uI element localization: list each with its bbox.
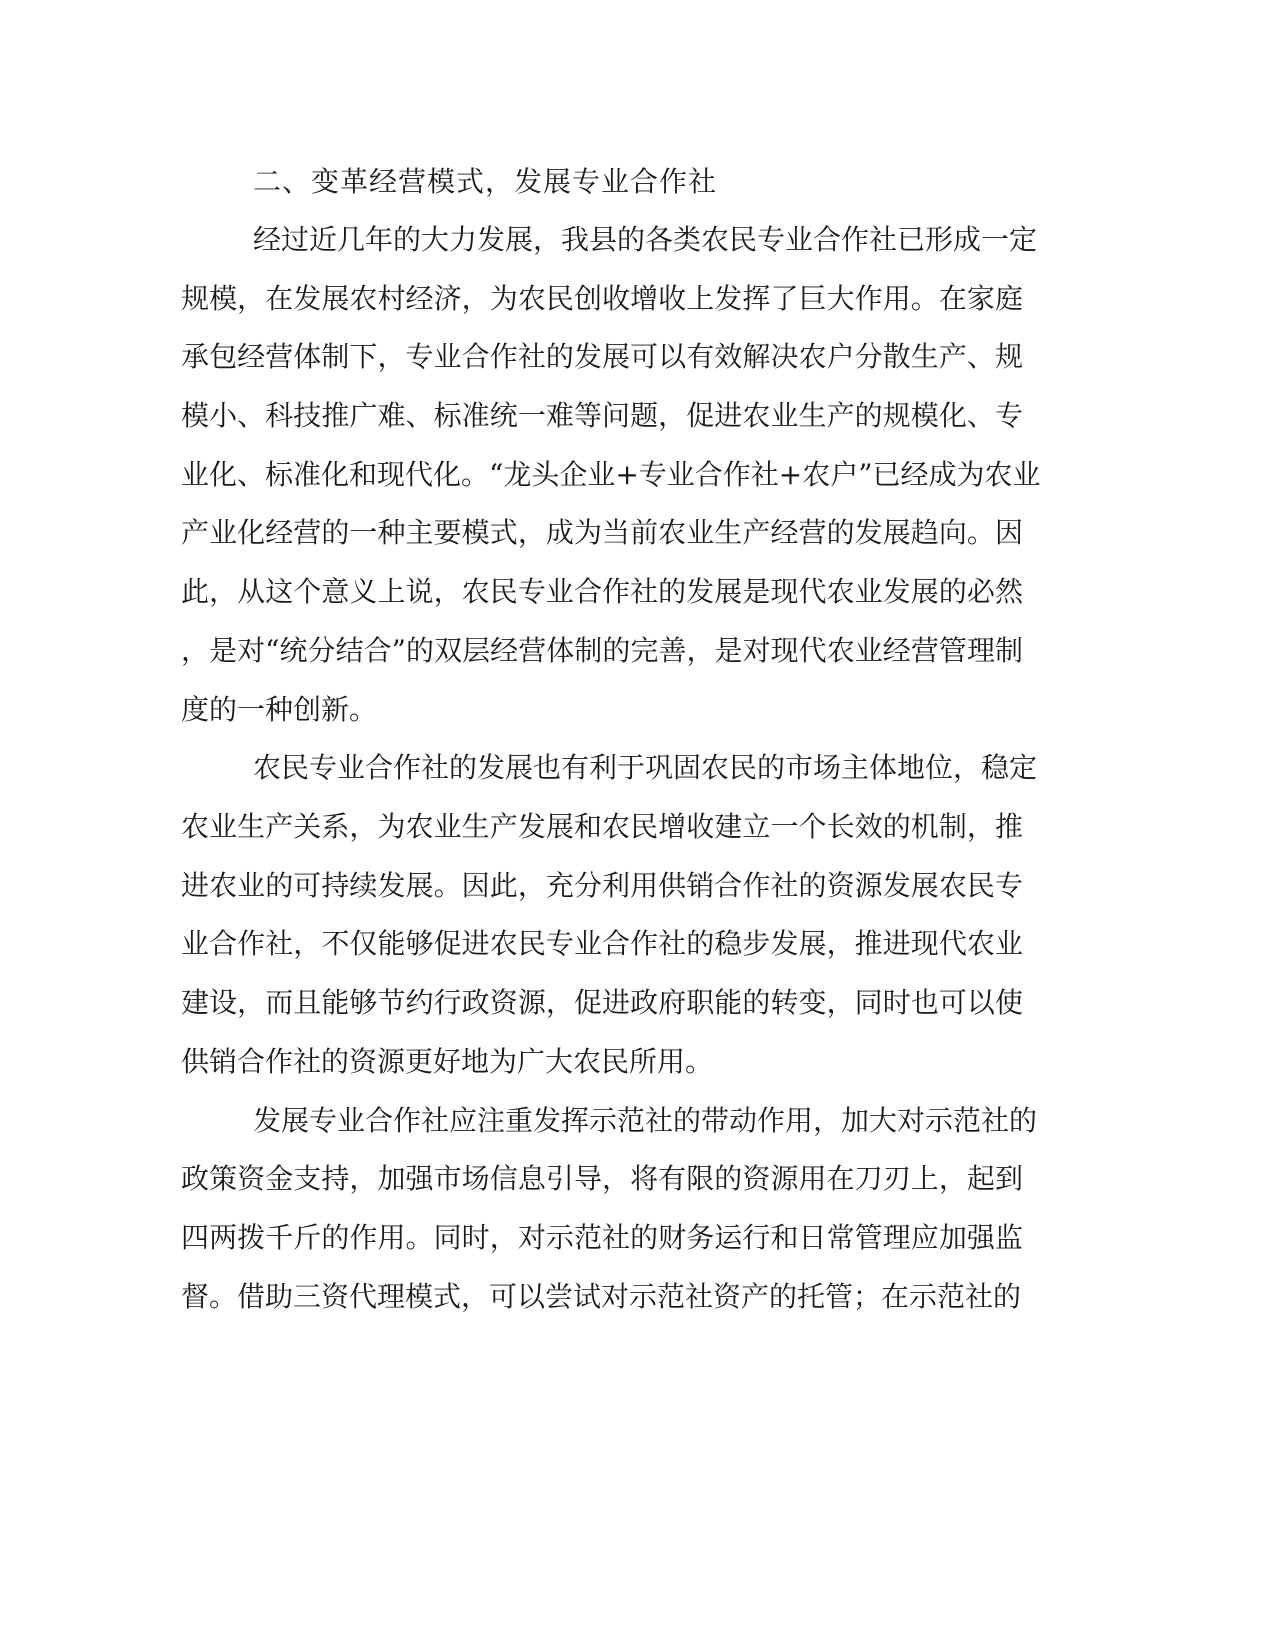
paragraph-1-line-9: 度的一种创新。 — [181, 693, 378, 726]
paragraph-2-line-4: 业合作社，不仅能够促进农民专业合作社的稳步发展，推进现代农业 — [181, 927, 1023, 960]
paragraph-1-line-1: 经过近几年的大力发展，我县的各类农民专业合作社已形成一定 — [253, 223, 1038, 256]
paragraph-1-line-3: 承包经营体制下，专业合作社的发展可以有效解决农户分散生产、规 — [181, 340, 1023, 373]
paragraph-2-line-6: 供销合作社的资源更好地为广大农民所用。 — [181, 1045, 714, 1078]
paragraph-1-line-4: 模小、科技推广难、标准统一难等问题，促进农业生产的规模化、专 — [181, 399, 1023, 432]
paragraph-3-line-3: 四两拨千斤的作用。同时，对示范社的财务运行和日常管理应加强监 — [181, 1221, 1023, 1254]
paragraph-3-line-4: 督。借助三资代理模式，可以尝试对示范社资产的托管；在示范社的 — [181, 1280, 1022, 1313]
paragraph-2-line-5: 建设，而且能够节约行政资源，促进政府职能的转变，同时也可以使 — [181, 986, 1023, 1019]
paragraph-1-line-8: ，是对“统分结合”的双层经营体制的完善，是对现代农业经营管理制 — [181, 634, 1023, 667]
paragraph-2-line-3: 进农业的可持续发展。因此，充分利用供销合作社的资源发展农民专 — [181, 869, 1023, 902]
paragraph-1-line-2: 规模，在发展农村经济，为农民创收增收上发挥了巨大作用。在家庭 — [181, 282, 1023, 315]
paragraph-1-line-5: 业化、标准化和现代化。“龙头企业+专业合作社+农户”已经成为农业 — [181, 458, 1041, 491]
paragraph-3-line-2: 政策资金支持，加强市场信息引导，将有限的资源用在刀刃上，起到 — [181, 1162, 1023, 1195]
paragraph-3-line-1: 发展专业合作社应注重发挥示范社的带动作用，加大对示范社的 — [253, 1104, 1038, 1137]
paragraph-2-line-1: 农民专业合作社的发展也有利于巩固农民的市场主体地位，稳定 — [253, 751, 1038, 784]
paragraph-1-line-6: 产业化经营的一种主要模式，成为当前农业生产经营的发展趋向。因 — [181, 516, 1023, 549]
paragraph-2-line-2: 农业生产关系，为农业生产发展和农民增收建立一个长效的机制，推 — [181, 810, 1023, 843]
paragraph-1-line-7: 此，从这个意义上说，农民专业合作社的发展是现代农业发展的必然 — [181, 575, 1023, 608]
section-heading: 二、变革经营模式，发展专业合作社 — [253, 165, 718, 198]
